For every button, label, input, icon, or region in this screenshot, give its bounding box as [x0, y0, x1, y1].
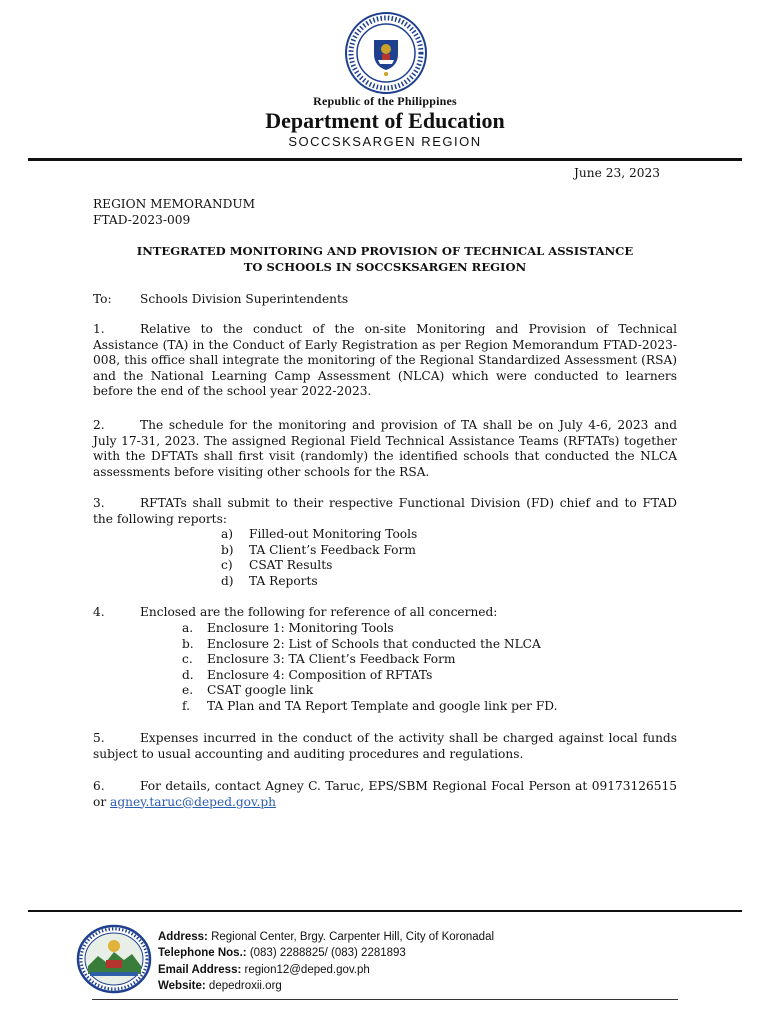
- region-xii-seal-logo: [76, 924, 152, 994]
- list-item-text: TA Reports: [249, 573, 318, 588]
- paragraph-3-text: RFTATs shall submit to their respective Functional Division (FD) chief and to FTAD the following reports:: [93, 496, 677, 526]
- paragraph-1-number: 1.: [93, 322, 105, 336]
- phone-label: Telephone Nos.:: [158, 947, 247, 960]
- list-item-text: Filled-out Monitoring Tools: [249, 527, 418, 541]
- footer-email: [158, 962, 494, 978]
- footer-contact: [158, 929, 494, 995]
- memo-subject: [93, 244, 677, 275]
- paragraph-5: [93, 731, 677, 762]
- phone-value: (083) 2288825/ (083) 2281893: [249, 947, 406, 960]
- paragraph-6-number: 6.: [93, 779, 105, 793]
- footer-phone: [158, 945, 494, 961]
- paragraph-1: [93, 322, 677, 400]
- list-item: [182, 637, 558, 653]
- list-item-text: CSAT Results: [249, 558, 333, 572]
- paragraph-1-text: Relative to the conduct of the on-site Monitoring and Provision of Technical Assistance (TA) in the Conduct of Early Registration as per Region Memorandum FTAD-2023-008, this office shall integrate the monitoring of the Regional Standardized Assessment (RSA) and the National Learning Camp Assessment (NLCA) which were conducted to learners before the end of the school year 2022-2023.: [93, 322, 677, 398]
- department-heading: Department of Education: [265, 108, 505, 133]
- contact-email-link[interactable]: agney.taruc@deped.gov.ph: [110, 794, 276, 809]
- list-item: [182, 652, 558, 668]
- addressee-line: [93, 292, 677, 308]
- footer-website: [158, 978, 494, 994]
- list-item-text: TA Client’s Feedback Form: [249, 542, 416, 557]
- list-item: [182, 668, 558, 684]
- list-item: [221, 574, 417, 590]
- region-heading: SOCCSKSARGEN REGION: [288, 134, 482, 149]
- enclosures-list: [182, 621, 558, 714]
- footer-divider: [28, 910, 742, 912]
- list-item-marker: c): [221, 558, 233, 572]
- address-value: Regional Center, Brgy. Carpenter Hill, City of Koronadal: [211, 931, 495, 943]
- paragraph-6: [93, 779, 677, 810]
- paragraph-6-text: For details, contact Agney C. Taruc, EPS/SBM Regional Focal Person at 09173126515 or: [93, 779, 677, 809]
- paragraph-5-text: Expenses incurred in the conduct of the activity shall be charged against local funds subject to usual accounting and auditing procedures and regulations.: [93, 731, 677, 761]
- list-item-marker: b.: [182, 636, 194, 651]
- subject-line-2: TO SCHOOLS IN SOCCSKSARGEN REGION: [243, 259, 527, 274]
- footer-bottom-divider: [92, 999, 678, 1000]
- paragraph-4: [93, 605, 677, 621]
- paragraph-3-number: 3.: [93, 496, 105, 510]
- list-item: [182, 683, 558, 699]
- paragraph-2-text: The schedule for the monitoring and provision of TA shall be on July 4-6, 2023 and July 17-31, 2023. The assigned Regional Field Technical Assistance Teams (RFTATs) together with the DFTATs shall first visit (randomly) the identified schools that conducted the NLCA assessments before visiting other schools for the RSA.: [93, 418, 677, 479]
- list-item-marker: b): [221, 542, 234, 557]
- memo-type: REGION MEMORANDUM: [93, 197, 256, 211]
- memo-number: FTAD-2023-009: [93, 213, 191, 227]
- paragraph-5-number: 5.: [93, 731, 105, 745]
- list-item-marker: a): [221, 527, 234, 541]
- paragraph-2: [93, 418, 677, 480]
- list-item-text: Enclosure 4: Composition of RFTATs: [207, 667, 433, 682]
- list-item-text: Enclosure 2: List of Schools that conducted the NLCA: [207, 636, 541, 651]
- list-item-marker: d.: [182, 667, 194, 682]
- republic-heading: Republic of the Philippines: [313, 94, 457, 108]
- list-item-text: Enclosure 1: Monitoring Tools: [207, 621, 394, 635]
- list-item-marker: f.: [182, 698, 190, 713]
- footer-address: [158, 929, 494, 945]
- paragraph-4-number: 4.: [93, 605, 105, 619]
- list-item: [221, 558, 417, 574]
- list-item-text: CSAT google link: [207, 683, 314, 697]
- website-value: depedroxii.org: [208, 980, 282, 993]
- list-item-marker: c.: [182, 652, 193, 666]
- email-value: region12@deped.gov.ph: [244, 963, 370, 976]
- list-item: [221, 527, 417, 543]
- list-item-marker: a.: [182, 621, 194, 635]
- header-divider: [28, 158, 742, 161]
- paragraph-4-text: Enclosed are the following for reference of all concerned:: [140, 605, 498, 619]
- address-label: Address:: [158, 931, 208, 943]
- list-item: [221, 543, 417, 559]
- to-label: To:: [93, 292, 112, 306]
- to-value: Schools Division Superintendents: [140, 292, 349, 306]
- list-item: [182, 699, 558, 715]
- deped-seal-logo: [345, 12, 427, 94]
- email-label: Email Address:: [158, 963, 242, 976]
- paragraph-2-number: 2.: [93, 418, 105, 432]
- list-item: [182, 621, 558, 637]
- paragraph-3: [93, 496, 677, 527]
- list-item-marker: d): [221, 573, 234, 588]
- list-item-marker: e.: [182, 683, 194, 697]
- list-item-text: Enclosure 3: TA Client’s Feedback Form: [207, 652, 456, 666]
- memo-date: June 23, 2023: [574, 166, 660, 180]
- reports-list: [221, 527, 417, 589]
- list-item-text: TA Plan and TA Report Template and google link per FD.: [207, 698, 558, 713]
- subject-line-1: INTEGRATED MONITORING AND PROVISION OF TECHNICAL ASSISTANCE: [136, 244, 634, 258]
- website-label: Website:: [158, 980, 206, 993]
